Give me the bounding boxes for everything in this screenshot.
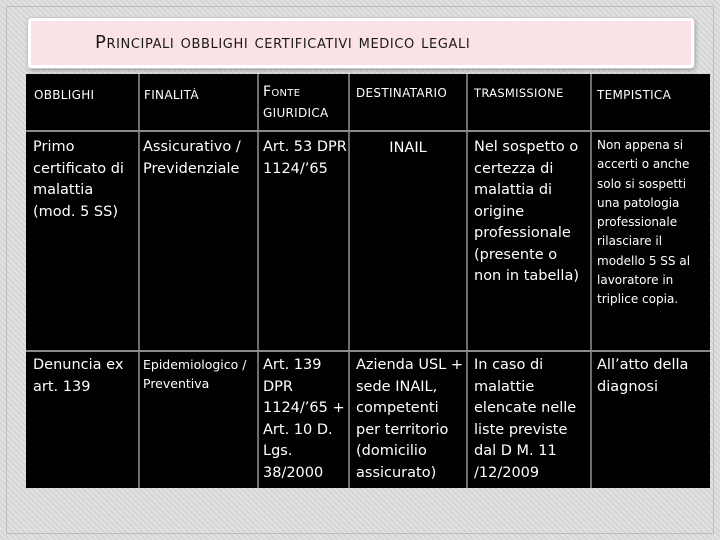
table-cell-obblighi: Primo certificato di malattia (mod. 5 SS) xyxy=(33,139,124,220)
table-cell-destinatario: INAIL xyxy=(389,140,427,156)
column-separator xyxy=(257,74,259,488)
row-separator xyxy=(26,130,710,132)
table-cell-trasmissione: In caso di malattie elencate nelle liste previste dal D M. 11 /12/2009 xyxy=(474,357,577,481)
header-fonte-line1: Fonte xyxy=(263,84,301,100)
table-cell-finalita: Epidemiologico / Preventiva xyxy=(143,357,247,391)
header-tempistica: TEMPISTICA xyxy=(597,88,672,102)
table-cell-finalita: Assicurativo / Previdenziale xyxy=(143,139,241,177)
column-separator xyxy=(348,74,350,488)
header-destinatario: DESTINATARIO xyxy=(356,86,448,100)
table-cell-obblighi: Denuncia ex art. 139 xyxy=(33,357,124,395)
header-finalita: FINALITÀ xyxy=(144,88,199,102)
column-separator xyxy=(466,74,468,488)
row-separator xyxy=(26,350,710,352)
title-box xyxy=(28,18,694,68)
table-cell-destinatario: Azienda USL + sede INAIL, competenti per territorio (domicilio assicurato) xyxy=(356,357,464,481)
header-trasmissione: TRASMISSIONE xyxy=(474,86,564,100)
table-cell-tempistica: Non appena si accerti o anche solo si sospetti una patologia professionale rilasciare il modello 5 SS al lavoratore in triplice copia. xyxy=(597,138,691,307)
column-separator xyxy=(590,74,592,488)
header-fonte-giuridica xyxy=(263,84,349,120)
table-cell-tempistica: All’atto della diagnosi xyxy=(597,357,689,395)
table-cell-trasmissione: Nel sospetto o certezza di malattia di origine professionale (presente o non in tabella) xyxy=(474,139,579,284)
header-obblighi: OBBLIGHI xyxy=(34,88,95,102)
slide-title: Principali obblighi certificativi medico legali xyxy=(95,32,471,53)
column-separator xyxy=(138,74,140,488)
obligations-table xyxy=(26,74,710,488)
table-cell-fonte: Art. 53 DPR 1124/’65 xyxy=(263,139,347,177)
header-fonte-line2: GIURIDICA xyxy=(263,106,329,120)
table-cell-fonte: Art. 139 DPR 1124/’65 + Art. 10 D. Lgs. 38/2000 xyxy=(263,357,345,481)
